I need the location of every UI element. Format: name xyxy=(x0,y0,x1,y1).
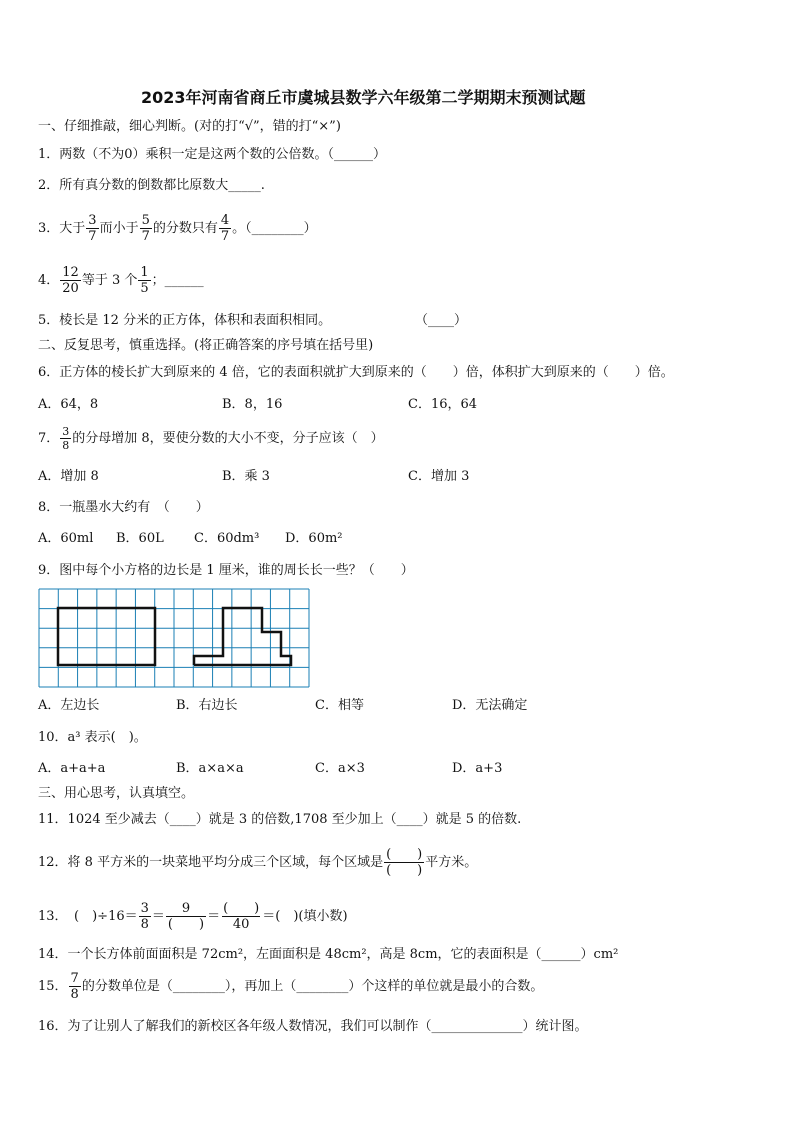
q4-suffix: ；______ xyxy=(151,273,204,288)
q4-prefix: 4． xyxy=(38,273,60,288)
q10-option-a: A．a+a+a xyxy=(38,761,106,776)
question-2: 2．所有真分数的倒数都比原数大_____. xyxy=(38,178,265,193)
left-rectangle xyxy=(58,608,155,665)
q3-suffix: 。（________） xyxy=(232,221,317,236)
q3-mid: 而小于 xyxy=(99,221,139,236)
question-5: 5．棱长是 12 分米的正方体，体积和表面积相同。 xyxy=(38,313,332,328)
q10-option-d: D．a+3 xyxy=(452,761,503,776)
q3-mid2: 的分数只有 xyxy=(152,221,218,236)
q15-prefix: 15． xyxy=(38,979,68,994)
question-7 xyxy=(38,426,384,451)
page-title: 2023年河南省商丘市虞城县数学六年级第二学期期末预测试题 xyxy=(141,88,586,107)
q3-fraction-1: $\frac{3}{7}$ xyxy=(88,213,97,244)
question-8: 8．一瓶墨水大约有 （ ） xyxy=(38,500,209,515)
section-heading-1: 一、仔细推敲，细心判断。(对的打“√”，错的打“×”) xyxy=(38,119,341,134)
q8-option-c: C．60dm³ xyxy=(194,531,260,546)
q13-fraction-1: $\frac{3}{8}$ xyxy=(140,901,149,932)
q12-prefix: 12．将 8 平方米的一块菜地平均分成三个区域，每个区域是 xyxy=(38,855,384,870)
question-16: 16．为了让别人了解我们的新校区各年级人数情况，我们可以制作（______________）统计图。 xyxy=(38,1019,588,1034)
q8-option-d: D．60m² xyxy=(285,531,343,546)
question-14: 14．一个长方体前面面积是 72cm²，左面面积是 48cm²，高是 8cm，它的表面积是（______）cm² xyxy=(38,947,619,962)
q7-suffix: 的分母增加 8，要使分数的大小不变，分子应该（ ） xyxy=(72,431,384,446)
question-15 xyxy=(38,972,543,1001)
question-10: 10．a³ 表示( )。 xyxy=(38,730,147,745)
q8-option-b: B．60L xyxy=(116,531,164,546)
question-13 xyxy=(38,902,348,931)
q13-suffix: ＝( )(填小数) xyxy=(262,909,348,924)
q3-fraction-3: $\frac{4}{7}$ xyxy=(220,213,230,244)
q7-option-c: C．增加 3 xyxy=(408,469,470,484)
question-1: 1．两数（不为0）乘积一定是这两个数的公倍数。（______） xyxy=(38,147,387,162)
q6-option-a: A．64，8 xyxy=(38,397,99,412)
q13-eq2: ＝ xyxy=(207,909,221,924)
right-shape xyxy=(194,608,291,665)
q6-option-b: B．8，16 xyxy=(222,397,283,412)
q13-prefix: 13． ( )÷16＝ xyxy=(38,909,138,924)
grid-figure xyxy=(38,588,310,688)
question-12 xyxy=(38,848,477,877)
q10-option-c: C．a×3 xyxy=(315,761,365,776)
question-3 xyxy=(38,214,317,243)
q13-eq1: ＝ xyxy=(151,909,165,924)
q10-option-b: B．a×a×a xyxy=(176,761,244,776)
q9-option-c: C．相等 xyxy=(315,698,364,713)
q9-option-b: B．右边长 xyxy=(176,698,238,713)
q7-fraction: $\frac{3}{8}$ xyxy=(62,425,70,452)
q3-prefix: 3．大于 xyxy=(38,221,86,236)
q12-suffix: 平方米。 xyxy=(425,855,478,870)
q13-fraction-2: $\frac{9}{( )}$ xyxy=(167,901,205,932)
section-heading-3: 三、用心思考，认真填空。 xyxy=(38,786,195,801)
q4-mid: 等于 3 个 xyxy=(81,273,138,288)
grid-lines xyxy=(39,589,309,687)
q12-fraction: $\frac{( )}{( )}$ xyxy=(386,847,423,878)
q15-fraction: $\frac{7}{8}$ xyxy=(70,971,79,1002)
q4-fraction-2: $\frac{1}{5}$ xyxy=(140,265,149,296)
q13-fraction-3: $\frac{( )}{40}$ xyxy=(223,901,260,932)
q7-option-a: A．增加 8 xyxy=(38,469,99,484)
question-11: 11．1024 至少减去（____）就是 3 的倍数,1708 至少加上（____）就是 5 的倍数. xyxy=(38,812,522,827)
q15-suffix: 的分数单位是（________），再加上（________）个这样的单位就是最小的合数。 xyxy=(81,979,544,994)
q7-prefix: 7． xyxy=(38,431,60,446)
q3-fraction-2: $\frac{5}{7}$ xyxy=(141,213,150,244)
question-9: 9．图中每个小方格的边长是 1 厘米，谁的周长长一些？（ ） xyxy=(38,563,414,578)
q6-option-c: C．16，64 xyxy=(408,397,478,412)
grid-svg xyxy=(38,588,310,688)
section-heading-2: 二、反复思考，慎重选择。(将正确答案的序号填在括号里) xyxy=(38,338,374,353)
q7-option-b: B．乘 3 xyxy=(222,469,270,484)
question-6: 6．正方体的棱长扩大到原来的 4 倍，它的表面积就扩大到原来的（ ）倍，体积扩大到原来的（ ）倍。 xyxy=(38,365,674,380)
question-5-blank: （____） xyxy=(415,313,468,328)
q9-option-a: A．左边长 xyxy=(38,698,100,713)
q4-fraction-1: $\frac{12}{20}$ xyxy=(62,265,79,296)
q9-option-d: D．无法确定 xyxy=(452,698,528,713)
q8-option-a: A．60ml xyxy=(38,531,94,546)
question-4 xyxy=(38,266,204,295)
